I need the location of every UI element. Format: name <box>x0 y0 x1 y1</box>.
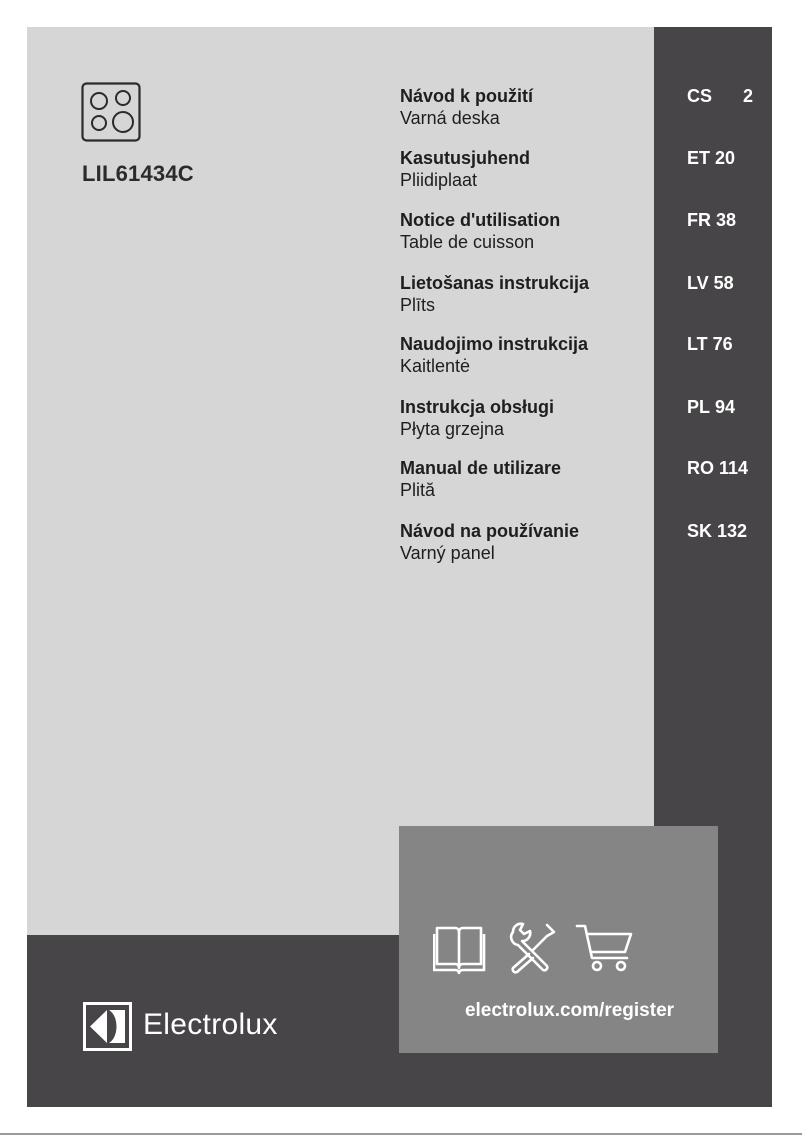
language-page-number: 94 <box>715 397 736 417</box>
language-code-text: CS <box>687 86 713 106</box>
language-title: Lietošanas instrukcija <box>400 273 590 293</box>
brand-logo <box>83 1002 343 1052</box>
register-url[interactable]: electrolux.com/register <box>464 1000 675 1021</box>
language-page-number: 38 <box>716 210 737 230</box>
language-entry-sk[interactable] <box>400 521 760 573</box>
language-subtitle: Pliidiplaat <box>400 170 478 190</box>
language-subtitle: Varný panel <box>400 543 495 563</box>
language-page-number: 2 <box>742 86 753 106</box>
language-subtitle: Płyta grzejna <box>400 419 505 439</box>
electrolux-logo-icon <box>83 1002 132 1051</box>
language-entry-pl[interactable] <box>400 397 760 449</box>
language-code <box>687 273 753 294</box>
language-title: Notice d'utilisation <box>400 210 561 230</box>
language-title: Návod na používanie <box>400 521 580 541</box>
language-code-text: RO <box>687 458 714 478</box>
language-code <box>687 397 753 418</box>
language-entry-cs[interactable] <box>400 86 760 138</box>
language-code-text: FR <box>687 210 711 230</box>
language-subtitle: Varná deska <box>400 108 500 128</box>
language-page-number: 132 <box>717 521 748 541</box>
language-entry-et[interactable] <box>400 148 760 200</box>
model-number: LIL61434C <box>82 161 194 186</box>
register-icons <box>433 922 633 974</box>
page-bottom-rule <box>0 1133 802 1135</box>
language-code-text: PL <box>687 397 711 417</box>
language-code <box>687 210 753 231</box>
language-subtitle: Kaitlentė <box>400 356 471 376</box>
language-title: Instrukcja obsługi <box>400 397 555 417</box>
language-code <box>687 86 753 107</box>
language-entry-fr[interactable] <box>400 210 760 262</box>
language-page-number: 58 <box>713 273 734 293</box>
tools-icon <box>511 924 554 973</box>
language-page-number: 76 <box>712 334 733 354</box>
language-title: Naudojimo instrukcija <box>400 334 589 354</box>
language-code <box>687 458 753 479</box>
brand-name: Electrolux <box>143 1008 278 1041</box>
language-subtitle: Plită <box>400 480 436 500</box>
language-subtitle: Plīts <box>400 295 436 315</box>
shopping-cart-icon <box>577 926 631 970</box>
hob-four-zones-icon <box>81 82 141 142</box>
language-code-text: ET <box>687 148 711 168</box>
language-title: Návod k použití <box>400 86 534 106</box>
language-subtitle: Table de cuisson <box>400 232 535 252</box>
language-code <box>687 334 753 355</box>
language-title: Kasutusjuhend <box>400 148 531 168</box>
language-entry-lv[interactable] <box>400 273 760 325</box>
language-page-number: 114 <box>719 458 749 478</box>
language-entry-ro[interactable] <box>400 458 760 510</box>
language-code-text: LV <box>687 273 709 293</box>
language-title: Manual de utilizare <box>400 458 562 478</box>
language-code-text: LT <box>687 334 708 354</box>
language-code-text: SK <box>687 521 713 541</box>
language-page-number: 20 <box>715 148 736 168</box>
language-code <box>687 521 753 542</box>
language-code <box>687 148 753 169</box>
manual-book-icon <box>434 928 484 973</box>
language-entry-lt[interactable] <box>400 334 760 386</box>
